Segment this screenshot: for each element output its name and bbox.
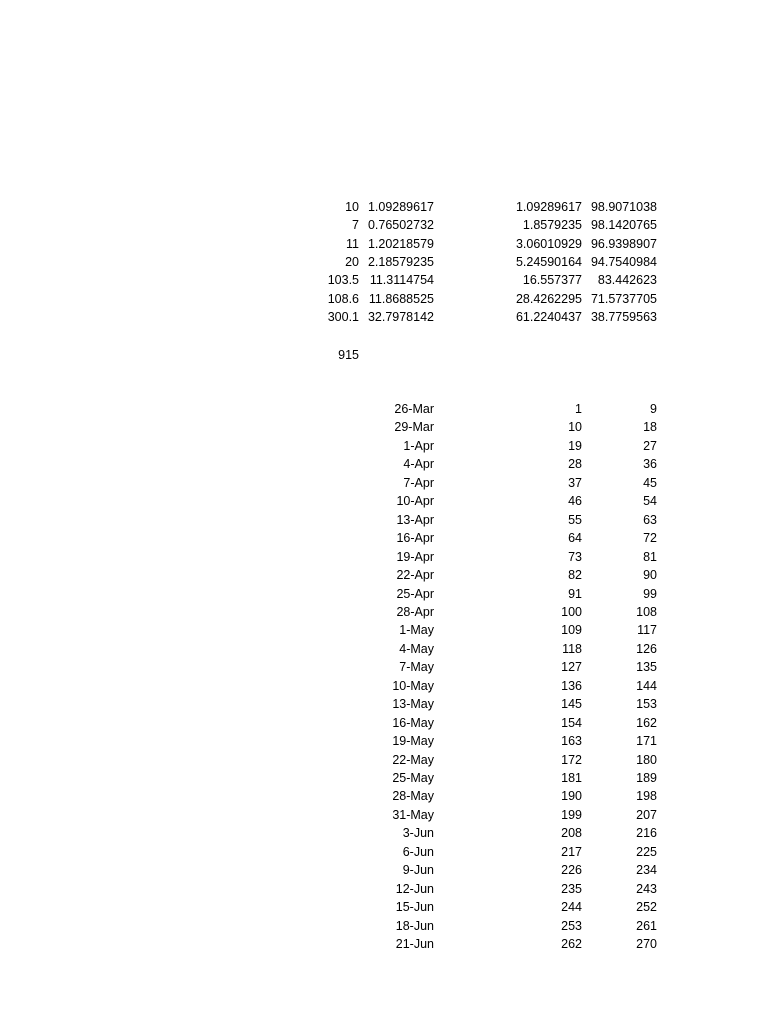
- cumulative-percent-cell: 3.06010929: [515, 236, 582, 251]
- range-start-cell: 127: [561, 660, 582, 675]
- percent-cell: 1.09289617: [367, 200, 434, 214]
- range-start-cell: 172: [561, 752, 582, 767]
- date-cell: 10-Apr: [396, 494, 434, 509]
- date-cell: 13-May: [392, 697, 434, 712]
- date-table-row: [0, 898, 768, 916]
- date-table-row: [0, 658, 768, 676]
- date-table-row: [0, 843, 768, 861]
- range-start-cell: 73: [568, 549, 582, 564]
- date-cell: 7-Apr: [403, 475, 434, 490]
- date-table-row: [0, 695, 768, 713]
- date-table-row: [0, 566, 768, 584]
- remaining-percent-cell: 98.1420765: [590, 218, 657, 233]
- date-table-row: [0, 880, 768, 898]
- date-table-row: [0, 714, 768, 732]
- percentage-table-row: [0, 216, 768, 234]
- range-end-cell: 207: [636, 807, 657, 822]
- total-value: 915: [338, 348, 359, 362]
- percent-cell: 1.20218579: [367, 236, 434, 251]
- percentage-table-row: [0, 198, 768, 216]
- range-end-cell: 162: [636, 715, 657, 730]
- range-end-cell: 261: [636, 918, 657, 933]
- date-cell: 21-Jun: [395, 937, 434, 952]
- value-cell: 108.6: [327, 291, 359, 306]
- range-start-cell: 100: [561, 604, 582, 619]
- range-start-cell: 253: [561, 918, 582, 933]
- range-end-cell: 126: [636, 641, 657, 656]
- date-cell: 1-May: [399, 623, 434, 638]
- range-end-cell: 36: [643, 457, 657, 472]
- date-table-row: [0, 529, 768, 547]
- value-cell: 10: [345, 200, 359, 214]
- range-end-cell: 54: [643, 494, 657, 509]
- date-cell: 29-Mar: [394, 420, 434, 435]
- date-cell: 6-Jun: [402, 844, 434, 859]
- date-cell: 25-May: [392, 771, 434, 785]
- range-start-cell: 190: [561, 789, 582, 804]
- range-start-cell: 28: [568, 457, 582, 472]
- remaining-percent-cell: 96.9398907: [590, 236, 657, 251]
- percentage-table-row: [0, 308, 768, 326]
- range-start-cell: 19: [568, 438, 582, 453]
- range-end-cell: 189: [636, 771, 657, 785]
- range-end-cell: 234: [636, 863, 657, 878]
- date-cell: 26-Mar: [394, 402, 434, 416]
- percent-cell: 11.3114754: [369, 273, 434, 288]
- date-cell: 13-Apr: [396, 512, 434, 527]
- date-cell: 9-Jun: [402, 863, 434, 878]
- range-start-cell: 226: [561, 863, 582, 878]
- value-cell: 300.1: [327, 309, 359, 324]
- range-end-cell: 27: [643, 438, 657, 453]
- range-start-cell: 10: [568, 420, 582, 435]
- range-start-cell: 154: [561, 715, 582, 730]
- range-start-cell: 91: [568, 586, 582, 601]
- date-cell: 10-May: [392, 678, 434, 693]
- percent-cell: 11.8688525: [368, 291, 434, 306]
- date-cell: 28-Apr: [396, 604, 434, 619]
- range-start-cell: 163: [561, 734, 582, 749]
- date-cell: 3-Jun: [402, 826, 434, 841]
- range-end-cell: 117: [637, 623, 657, 638]
- date-table-row: [0, 621, 768, 639]
- range-end-cell: 72: [643, 531, 657, 546]
- date-table-row: [0, 492, 768, 510]
- percentage-table-row: [0, 271, 768, 289]
- range-start-cell: 136: [561, 678, 582, 693]
- range-end-cell: 153: [636, 697, 657, 712]
- range-end-cell: 90: [643, 568, 657, 583]
- range-end-cell: 243: [636, 881, 657, 896]
- date-table-row: [0, 732, 768, 750]
- range-start-cell: 64: [568, 531, 582, 546]
- range-start-cell: 244: [561, 900, 582, 915]
- date-table-row: [0, 751, 768, 769]
- value-cell: 103.5: [327, 273, 359, 288]
- date-cell: 15-Jun: [395, 900, 434, 915]
- date-table-row: [0, 806, 768, 824]
- range-end-cell: 216: [636, 826, 657, 841]
- range-end-cell: 45: [643, 475, 657, 490]
- remaining-percent-cell: 94.7540984: [590, 254, 657, 269]
- range-start-cell: 37: [568, 475, 582, 490]
- date-table-row: [0, 824, 768, 842]
- range-start-cell: 181: [561, 771, 582, 785]
- date-table-row: [0, 603, 768, 621]
- date-table-row: [0, 769, 768, 787]
- range-start-cell: 109: [561, 623, 582, 638]
- range-end-cell: 9: [650, 402, 657, 416]
- range-end-cell: 135: [636, 660, 657, 675]
- percent-cell: 2.18579235: [367, 254, 434, 269]
- remaining-percent-cell: 38.7759563: [590, 309, 657, 324]
- range-start-cell: 235: [561, 881, 582, 896]
- range-end-cell: 180: [636, 752, 657, 767]
- date-table-row: [0, 437, 768, 455]
- range-start-cell: 262: [561, 937, 582, 952]
- date-cell: 1-Apr: [403, 438, 434, 453]
- total-row: [0, 346, 768, 364]
- cumulative-percent-cell: 16.557377: [522, 273, 582, 288]
- range-start-cell: 1: [575, 402, 582, 416]
- value-cell: 7: [352, 218, 359, 233]
- date-cell: 28-May: [392, 789, 434, 804]
- percentage-table-row: [0, 253, 768, 271]
- date-cell: 12-Jun: [395, 881, 434, 896]
- remaining-percent-cell: 71.5737705: [590, 291, 657, 306]
- date-cell: 19-May: [392, 734, 434, 749]
- value-cell: 20: [345, 254, 359, 269]
- date-table-row: [0, 787, 768, 805]
- range-start-cell: 208: [561, 826, 582, 841]
- percent-cell: 0.76502732: [367, 218, 434, 233]
- percent-cell: 32.7978142: [367, 309, 434, 324]
- remaining-percent-cell: 83.442623: [597, 273, 657, 288]
- range-end-cell: 18: [643, 420, 657, 435]
- date-table-row: [0, 861, 768, 879]
- percentage-table-row: [0, 290, 768, 308]
- date-table-row: [0, 640, 768, 658]
- range-end-cell: 225: [636, 844, 657, 859]
- range-start-cell: 118: [562, 641, 582, 656]
- date-table-row: [0, 935, 768, 953]
- range-end-cell: 99: [643, 586, 657, 601]
- date-table-row: [0, 585, 768, 603]
- date-cell: 16-Apr: [396, 531, 434, 546]
- remaining-percent-cell: 98.9071038: [590, 200, 657, 214]
- date-cell: 4-May: [399, 641, 434, 656]
- cumulative-percent-cell: 61.2240437: [515, 309, 582, 324]
- range-start-cell: 145: [561, 697, 582, 712]
- range-end-cell: 198: [636, 789, 657, 804]
- range-end-cell: 81: [643, 549, 657, 564]
- cumulative-percent-cell: 1.09289617: [515, 200, 582, 214]
- percentage-table-row: [0, 235, 768, 253]
- date-cell: 22-Apr: [396, 568, 434, 583]
- date-cell: 25-Apr: [396, 586, 434, 601]
- date-cell: 18-Jun: [395, 918, 434, 933]
- range-end-cell: 144: [636, 678, 657, 693]
- range-end-cell: 63: [643, 512, 657, 527]
- date-cell: 7-May: [399, 660, 434, 675]
- date-table-row: [0, 418, 768, 436]
- date-table-row: [0, 917, 768, 935]
- range-end-cell: 108: [636, 604, 657, 619]
- range-start-cell: 199: [561, 807, 582, 822]
- range-start-cell: 82: [568, 568, 582, 583]
- date-table-row: [0, 455, 768, 473]
- date-table-row: [0, 548, 768, 566]
- range-end-cell: 252: [636, 900, 657, 915]
- date-cell: 31-May: [392, 807, 434, 822]
- date-table-row: [0, 677, 768, 695]
- value-cell: 11: [346, 236, 359, 251]
- date-table-row: [0, 474, 768, 492]
- range-start-cell: 55: [568, 512, 582, 527]
- range-start-cell: 217: [561, 844, 582, 859]
- cumulative-percent-cell: 1.8579235: [522, 218, 582, 233]
- date-cell: 4-Apr: [403, 457, 434, 472]
- date-cell: 22-May: [392, 752, 434, 767]
- date-cell: 16-May: [392, 715, 434, 730]
- cumulative-percent-cell: 28.4262295: [515, 291, 582, 306]
- date-cell: 19-Apr: [396, 549, 434, 564]
- cumulative-percent-cell: 5.24590164: [515, 254, 582, 269]
- date-table-row: [0, 400, 768, 418]
- range-start-cell: 46: [568, 494, 582, 509]
- date-table-row: [0, 511, 768, 529]
- range-end-cell: 171: [636, 734, 657, 749]
- range-end-cell: 270: [636, 937, 657, 952]
